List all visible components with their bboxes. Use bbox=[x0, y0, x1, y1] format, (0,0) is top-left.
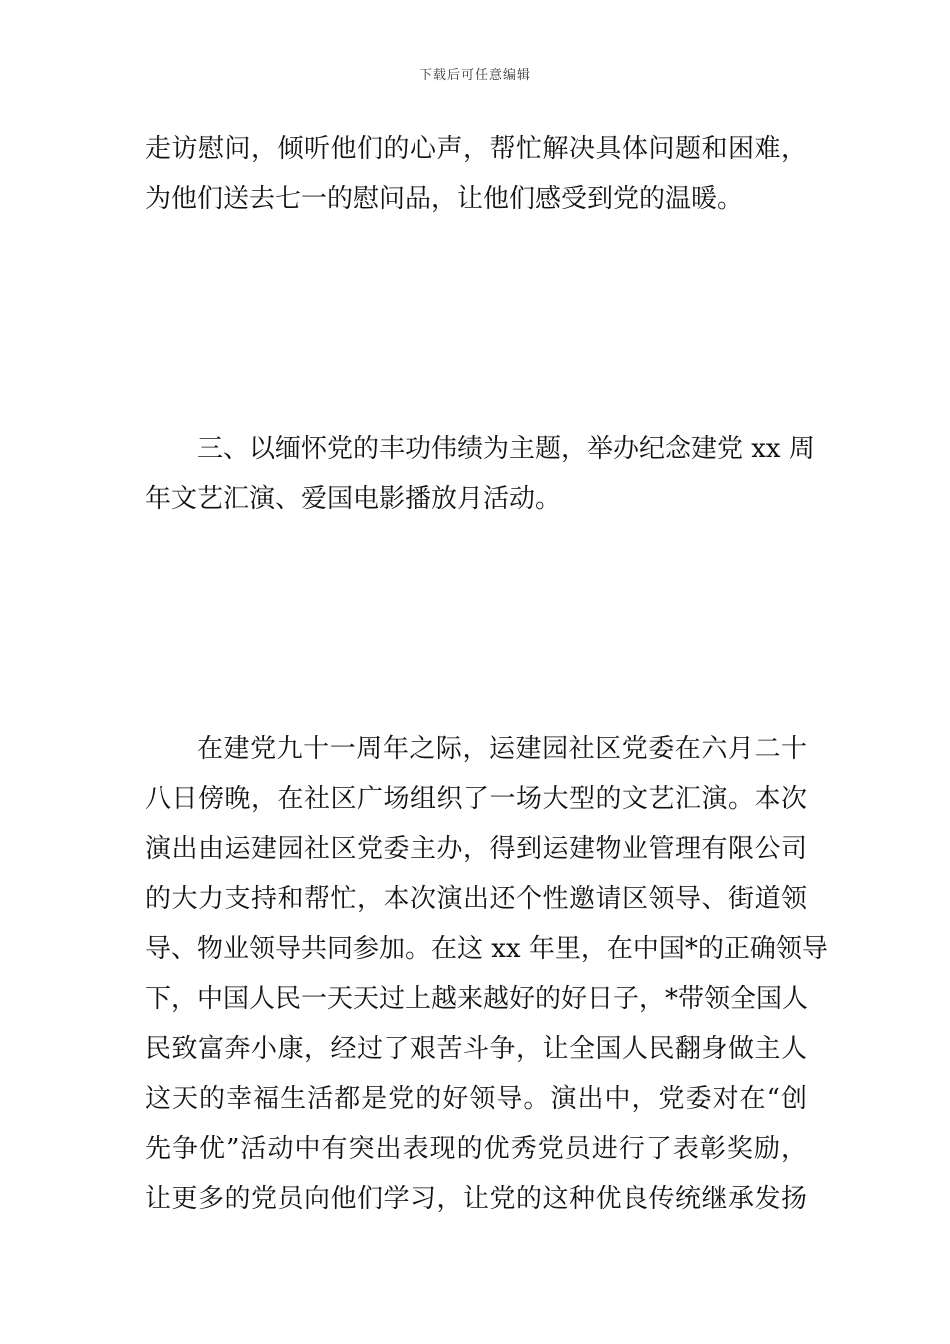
text-line: 下，中国人民一天天过上越来越好的好日子，*带领全国人 bbox=[145, 984, 809, 1014]
text-line: 演出由运建园社区党委主办，得到运建物业管理有限公司 bbox=[145, 834, 807, 864]
paragraph-visit bbox=[145, 124, 807, 224]
text-line: 在建党九十一周年之际，运建园社区党委在六月二十 bbox=[197, 734, 807, 764]
text-line: 为他们送去七一的慰问品，让他们感受到党的温暖。 bbox=[145, 184, 744, 214]
text-line: 走访慰问，倾听他们的心声，帮忙解决具体问题和困难， bbox=[145, 134, 807, 164]
text-line: 民致富奔小康，经过了艰苦斗争，让全国人民翻身做主人 bbox=[145, 1034, 807, 1064]
text-line: 八日傍晚，在社区广场组织了一场大型的文艺汇演。本次 bbox=[145, 784, 807, 814]
text-line: 让更多的党员向他们学习，让党的这种优良传统继承发扬 bbox=[145, 1184, 807, 1214]
text-line: 三、以缅怀党的丰功伟绩为主题，举办纪念建党 xx 周 bbox=[197, 434, 815, 464]
text-line: 导、物业领导共同参加。在这 xx 年里，在中国*的正确领导 bbox=[145, 934, 828, 964]
text-line: 先争优”活动中有突出表现的优秀党员进行了表彰奖励， bbox=[145, 1134, 807, 1164]
text-line: 这天的幸福生活都是党的好领导。演出中，党委对在“创 bbox=[145, 1084, 807, 1114]
text-line: 的大力支持和帮忙，本次演出还个性邀请区领导、街道领 bbox=[145, 884, 807, 914]
text-line: 年文艺汇演、爱国电影播放月活动。 bbox=[145, 484, 562, 514]
page-header: 下载后可任意编辑 bbox=[418, 68, 531, 83]
paragraph-performance bbox=[145, 724, 828, 1224]
paragraph-section-three bbox=[145, 424, 815, 524]
